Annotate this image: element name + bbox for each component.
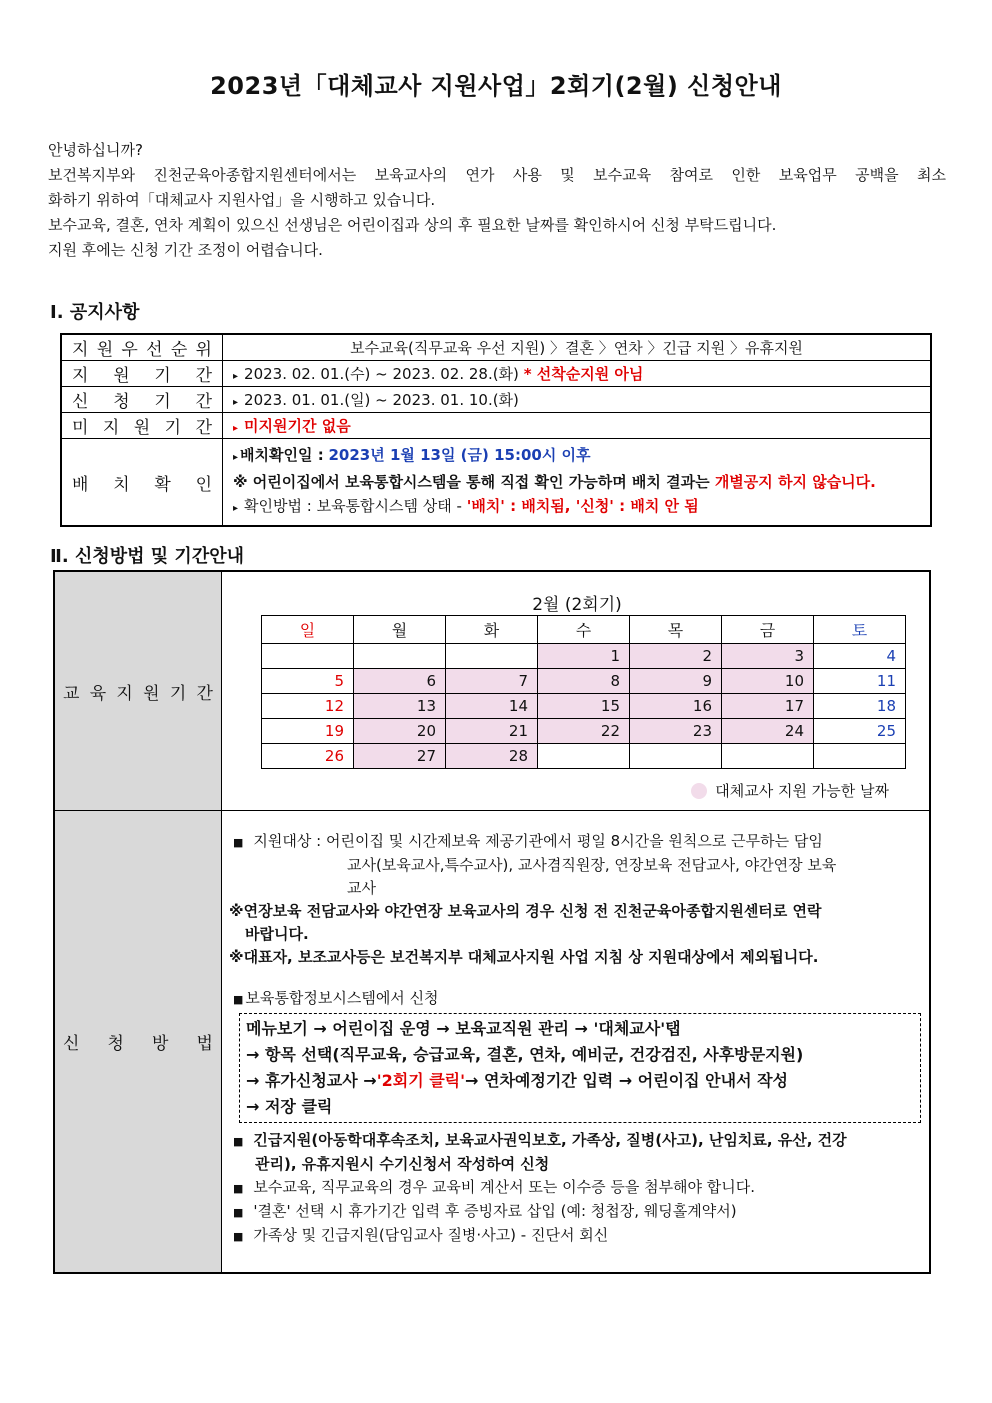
label-char: 지 [116, 683, 133, 704]
support-label [61, 361, 223, 387]
calendar-day: 5 [262, 669, 354, 694]
calendar-day: 16 [630, 694, 722, 719]
calendar-day: 14 [446, 694, 538, 719]
target-3: 교사 [347, 879, 376, 897]
calendar-day: 7 [446, 669, 538, 694]
label-char: 기 [154, 392, 171, 412]
legend-text: 대체교사 지원 가능한 날짜 [715, 782, 889, 800]
method-content [229, 830, 921, 1248]
label-char: 신 [63, 1034, 80, 1054]
system-apply-line [233, 987, 921, 1011]
target-2: 교사(보육교사,특수교사), 교사겸직원장, 연장보육 전담교사, 야간연장 보육 [347, 856, 837, 874]
calendar-day: 13 [354, 694, 446, 719]
calendar-legend [691, 780, 889, 801]
calendar-day [538, 744, 630, 769]
calendar-body [262, 644, 906, 769]
label-char: 청 [107, 1034, 124, 1054]
weekday-header: 수 [538, 616, 630, 644]
square-bullet-icon: ■ [233, 1135, 244, 1148]
label-char: 순 [170, 340, 188, 360]
section2-heading: Ⅱ. 신청방법 및 기간안내 [50, 546, 244, 567]
label-char: 치 [113, 474, 130, 495]
bullet-4-line [233, 1224, 921, 1248]
calendar-week [262, 669, 906, 694]
placement-date: 2023년 1월 13일 (금) 15:00시 이후 [328, 446, 591, 464]
label-char: 배 [72, 474, 89, 495]
step-3 [246, 1068, 914, 1094]
note1-a: ※연장보육 전담교사와 야간연장 보육교사의 경우 신청 전 진천군육아종합지원센터로 연락 [229, 902, 822, 920]
calendar-day: 1 [538, 644, 630, 669]
bullet-3-line [233, 1200, 921, 1224]
square-bullet-icon: ■ [233, 1182, 244, 1195]
label-char: 원 [143, 683, 160, 704]
bullet-2-line [233, 1176, 921, 1200]
calendar-day: 8 [538, 669, 630, 694]
calendar-day: 9 [630, 669, 722, 694]
placement-label-text [72, 470, 212, 495]
divider [55, 810, 929, 811]
triangle-icon: ▸ [233, 452, 239, 463]
weekday-header: 목 [630, 616, 722, 644]
calendar-day [630, 744, 722, 769]
square-bullet-icon: ■ [233, 836, 244, 849]
note2: ※대표자, 보조교사등은 보건복지부 대체교사지원 사업 지침 상 지원대상에서 제외됩니다. [229, 948, 819, 966]
placement-method-line [233, 494, 920, 521]
calendar-day: 26 [262, 744, 354, 769]
calendar-day: 11 [814, 669, 906, 694]
label-char: 지 [72, 366, 89, 386]
calendar-day: 10 [722, 669, 814, 694]
label-char: 지 [72, 340, 89, 360]
method-label-text [63, 1029, 213, 1054]
label-char: 인 [195, 474, 212, 495]
label-char: 원 [133, 418, 151, 438]
square-bullet-icon: ■ [233, 1230, 244, 1243]
target-label: 지원대상 : [253, 832, 322, 850]
label-char: 위 [195, 340, 212, 360]
section1-heading: Ⅰ. 공지사항 [50, 302, 140, 323]
label-char: 신 [72, 392, 89, 412]
priority-label [61, 334, 223, 361]
weekday-header: 토 [814, 616, 906, 644]
label-char: 기 [169, 683, 187, 704]
label-char: 기 [164, 418, 182, 438]
support-label-text [72, 361, 212, 386]
calendar-day: 12 [262, 694, 354, 719]
bullet-1-a-line [233, 1129, 921, 1153]
edu-label [55, 572, 222, 810]
placement-note-line [233, 470, 920, 494]
weekday-header: 화 [446, 616, 538, 644]
label-char: 방 [152, 1034, 169, 1054]
calendar-day: 23 [630, 719, 722, 744]
square-bullet-icon: ■ [233, 993, 244, 1006]
weekday-header: 월 [354, 616, 446, 644]
target-1: 어린이집 및 시간제보육 제공기관에서 평일 8시간을 원칙으로 근무하는 담임 [325, 832, 823, 850]
bullet-1-b: 관리), 유휴지원시 수기신청서 작성하여 신청 [255, 1155, 550, 1173]
calendar-day: 28 [446, 744, 538, 769]
placement-date-line [233, 443, 920, 470]
pink-dot-icon [691, 783, 707, 799]
apply-label [61, 387, 223, 413]
placement-cell [223, 439, 932, 527]
square-bullet-icon: ■ [233, 1206, 244, 1219]
calendar-day: 24 [722, 719, 814, 744]
step-3-red: '2회기 클릭' [376, 1071, 466, 1090]
calendar-day: 22 [538, 719, 630, 744]
calendar-day [814, 744, 906, 769]
apply-value: 2023. 01. 01.(일) ~ 2023. 01. 10.(화) [244, 391, 519, 409]
calendar-title: 2월 (2회기) [532, 595, 622, 615]
label-char: 간 [195, 366, 212, 386]
calendar-day: 25 [814, 719, 906, 744]
steps-box [239, 1013, 921, 1123]
support-note: * 선착순지원 아님 [523, 365, 644, 383]
calendar-day: 15 [538, 694, 630, 719]
calendar [261, 615, 906, 769]
label-char: 원 [113, 366, 130, 386]
label-char: 우 [121, 340, 138, 360]
application-box [53, 570, 931, 1274]
calendar-day: 6 [354, 669, 446, 694]
page-title: 2023년「대체교사 지원사업」2회기(2월) 신청안내 [210, 72, 782, 100]
priority-value: 보수교육(직무교육 우선 지원) 〉결혼 〉연차 〉긴급 지원 〉유휴지원 [223, 334, 932, 361]
label-char: 기 [154, 366, 171, 386]
intro-line-4: 지원 후에는 신청 기간 조정이 어렵습니다. [48, 241, 323, 259]
nosupport-label-text [72, 413, 212, 438]
calendar-day [446, 644, 538, 669]
bullet-3: '결혼' 선택 시 휴가기간 입력 후 증빙자료 삽입 (예: 청첩장, 웨딩홀계약서) [253, 1202, 737, 1220]
apply-value-cell [223, 387, 932, 413]
step-4: → 저장 클릭 [246, 1097, 333, 1116]
calendar-week [262, 694, 906, 719]
label-char: 육 [89, 683, 107, 704]
calendar-day: 27 [354, 744, 446, 769]
calendar-day: 20 [354, 719, 446, 744]
calendar-weekdays [262, 616, 906, 644]
label-char: 교 [63, 683, 80, 704]
calendar-day: 3 [722, 644, 814, 669]
triangle-icon: ▸ [233, 397, 239, 408]
label-char: 간 [195, 392, 212, 412]
step-2: → 항목 선택(직무교육, 승급교육, 결혼, 연차, 예비군, 건강검진, 사후방문지원) [246, 1045, 804, 1064]
label-char: 간 [195, 418, 212, 438]
triangle-icon: ▸ [233, 371, 239, 382]
step-1: 메뉴보기 → 어린이집 운영 → 보육교직원 관리 → '대체교사'탭 [246, 1019, 681, 1038]
placement-date-prefix: 배치확인일 : [240, 446, 324, 464]
priority-label-text [72, 335, 212, 360]
triangle-icon: ▸ [233, 423, 239, 434]
calendar-day: 17 [722, 694, 814, 719]
edu-label-text [63, 679, 213, 704]
calendar-day: 18 [814, 694, 906, 719]
label-char: 확 [154, 474, 171, 495]
calendar-week [262, 719, 906, 744]
intro-line-3: 보수교육, 결혼, 연차 계획이 있으신 선생님은 어린이집과 상의 후 필요한 날짜를 확인하시어 신청 부탁드립니다. [48, 216, 777, 234]
triangle-icon: ▸ [233, 503, 239, 514]
intro-line-1: 보건복지부와 진천군육아종합지원센터에서는 보육교사의 연가 사용 및 보수교육 참여로 인한 보육업무 공백을 최소 [48, 166, 946, 184]
placement-method-red: '배치' : 배치됨, '신청' : 배치 안 됨 [466, 497, 699, 515]
notice-table [60, 333, 932, 527]
calendar-week [262, 644, 906, 669]
weekday-header: 금 [722, 616, 814, 644]
calendar-day: 21 [446, 719, 538, 744]
target-line-1 [233, 830, 921, 854]
weekday-header: 일 [262, 616, 354, 644]
calendar-day [262, 644, 354, 669]
nosupport-label [61, 413, 223, 439]
placement-note-prefix: ※ 어린이집에서 보육통합시스템을 통해 직접 확인 가능하며 배치 결과는 [233, 473, 710, 491]
label-char: 원 [96, 340, 114, 360]
note1-b: 바랍니다. [245, 925, 309, 943]
support-value-cell [223, 361, 932, 387]
calendar-day: 2 [630, 644, 722, 669]
placement-note-red: 개별공지 하지 않습니다. [714, 473, 876, 491]
intro-line-2: 화하기 위하여「대체교사 지원사업」을 시행하고 있습니다. [48, 191, 436, 209]
calendar-week [262, 744, 906, 769]
calendar-day [354, 644, 446, 669]
calendar-day [722, 744, 814, 769]
intro [48, 138, 946, 263]
label-char: 법 [196, 1034, 213, 1054]
method-label [55, 811, 222, 1272]
nosupport-value-cell [223, 413, 932, 439]
label-char: 지 [102, 418, 120, 438]
label-char: 미 [72, 418, 89, 438]
bullet-4: 가족상 및 긴급지원(담임교사 질병·사고) - 진단서 회신 [253, 1226, 609, 1244]
bullet-2: 보수교육, 직무교육의 경우 교육비 계산서 또는 이수증 등을 첨부해야 합니다. [253, 1178, 756, 1196]
intro-greeting: 안녕하십니까? [48, 141, 143, 159]
calendar-day: 19 [262, 719, 354, 744]
support-value: 2023. 02. 01.(수) ~ 2023. 02. 28.(화) [244, 365, 519, 383]
bullet-1-a: 긴급지원(아동학대후속조치, 보육교사권익보호, 가족상, 질병(사고), 난임치료, 유산, 건강 [253, 1131, 847, 1149]
placement-label [61, 439, 223, 527]
calendar-day: 4 [814, 644, 906, 669]
nosupport-value: 미지원기간 없음 [244, 417, 351, 435]
label-char: 청 [113, 392, 130, 412]
system-apply: 보육통합정보시스템에서 신청 [245, 989, 439, 1007]
step-3-b: → 연차예정기간 입력 → 어린이집 안내서 작성 [465, 1071, 789, 1090]
step-3-a: → 휴가신청교사 → [246, 1071, 377, 1090]
placement-method-prefix: 확인방법 : 보육통합시스템 상태 - [244, 497, 462, 515]
label-char: 선 [146, 340, 163, 360]
apply-label-text [72, 387, 212, 412]
label-char: 간 [196, 683, 213, 704]
